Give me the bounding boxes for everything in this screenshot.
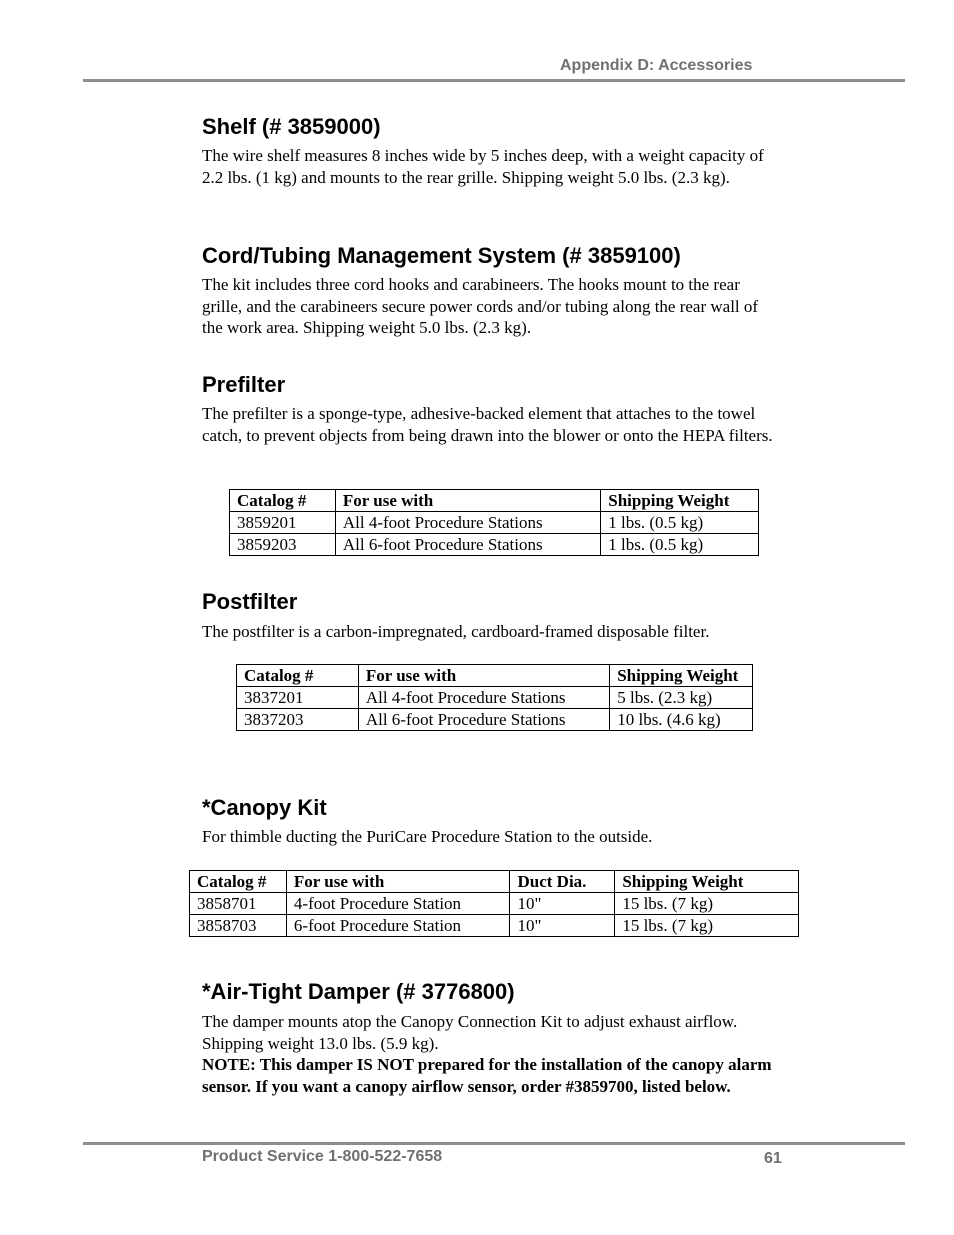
postfilter-body: The postfilter is a carbon-impregnated, cardboard-framed disposable filter. [202, 622, 710, 641]
damper-title: *Air-Tight Damper (# 3776800) [202, 979, 515, 1004]
product-service-phone: Product Service 1-800-522-7658 [202, 1148, 443, 1165]
table-cell: 15 lbs. (7 kg) [615, 915, 799, 937]
table-cell: All 4-foot Procedure Stations [335, 512, 600, 534]
canopy-body: For thimble ducting the PuriCare Procedure Station to the outside. [202, 827, 653, 846]
damper-body: The damper mounts atop the Canopy Connection Kit to adjust exhaust airflow. Shipping weight 13.0 lbs. (5.9 kg). [202, 1012, 738, 1053]
shelf-title: Shelf (# 3859000) [202, 114, 381, 139]
table-cell: 5 lbs. (2.3 kg) [610, 687, 753, 709]
column-header: Duct Dia. [510, 871, 615, 893]
table-header-row [237, 665, 753, 687]
column-header: Shipping Weight [601, 490, 759, 512]
table-header-row [190, 871, 799, 893]
table-cell: All 6-foot Procedure Stations [335, 534, 600, 556]
damper-note: NOTE: This damper IS NOT prepared for the installation of the canopy alarm sensor. If you want a canopy airflow sensor, order #3859700, listed below. [202, 1055, 772, 1096]
table-cell: 3837203 [237, 709, 359, 731]
table-header-row [230, 490, 759, 512]
prefilter-title: Prefilter [202, 372, 286, 397]
shelf-body: The wire shelf measures 8 inches wide by 5 inches deep, with a weight capacity of 2.2 lbs. (1 kg) and mounts to the rear grille. Shipping weight 5.0 lbs. (2.3 kg). [202, 146, 764, 187]
table-cell: 10 lbs. (4.6 kg) [610, 709, 753, 731]
table-cell: 1 lbs. (0.5 kg) [601, 512, 759, 534]
table-row [237, 687, 753, 709]
table-cell: 3858701 [190, 893, 287, 915]
prefilter-body: The prefilter is a sponge-type, adhesive-backed element that attaches to the towel catch, to prevent objects from being drawn into the blower or onto the HEPA filters. [202, 404, 773, 445]
table-cell: 1 lbs. (0.5 kg) [601, 534, 759, 556]
table-cell: 10" [510, 893, 615, 915]
table-row [190, 915, 799, 937]
table-row [230, 534, 759, 556]
table-cell: 4-foot Procedure Station [286, 893, 510, 915]
table-row [237, 709, 753, 731]
column-header: For use with [286, 871, 510, 893]
cord-title: Cord/Tubing Management System (# 3859100) [202, 243, 681, 268]
table-cell: All 6-foot Procedure Stations [358, 709, 609, 731]
table-cell: 3859201 [230, 512, 336, 534]
table-cell: 3858703 [190, 915, 287, 937]
table-cell: 6-foot Procedure Station [286, 915, 510, 937]
column-header: Catalog # [230, 490, 336, 512]
column-header: For use with [358, 665, 609, 687]
table-row [230, 512, 759, 534]
table-cell: 3859203 [230, 534, 336, 556]
page-number: 61 [764, 1150, 782, 1167]
postfilter-table [236, 664, 753, 731]
table-cell: 3837201 [237, 687, 359, 709]
cord-body: The kit includes three cord hooks and carabineers. The hooks mount to the rear grille, and the carabineers secure power cords and/or tubing along the rear wall of the work area. Shipping weight 5.0 lbs. (2.3 kg). [202, 275, 759, 337]
table-cell: All 4-foot Procedure Stations [358, 687, 609, 709]
column-header: Shipping Weight [615, 871, 799, 893]
column-header: Shipping Weight [610, 665, 753, 687]
header-rule [83, 79, 905, 82]
prefilter-table [229, 489, 759, 556]
table-cell: 10" [510, 915, 615, 937]
table-row [190, 893, 799, 915]
footer-rule [83, 1142, 905, 1145]
running-header: Appendix D: Accessories [560, 57, 753, 74]
column-header: Catalog # [237, 665, 359, 687]
column-header: For use with [335, 490, 600, 512]
table-cell: 15 lbs. (7 kg) [615, 893, 799, 915]
column-header: Catalog # [190, 871, 287, 893]
canopy-table [189, 870, 799, 937]
canopy-title: *Canopy Kit [202, 795, 327, 820]
postfilter-title: Postfilter [202, 589, 298, 614]
